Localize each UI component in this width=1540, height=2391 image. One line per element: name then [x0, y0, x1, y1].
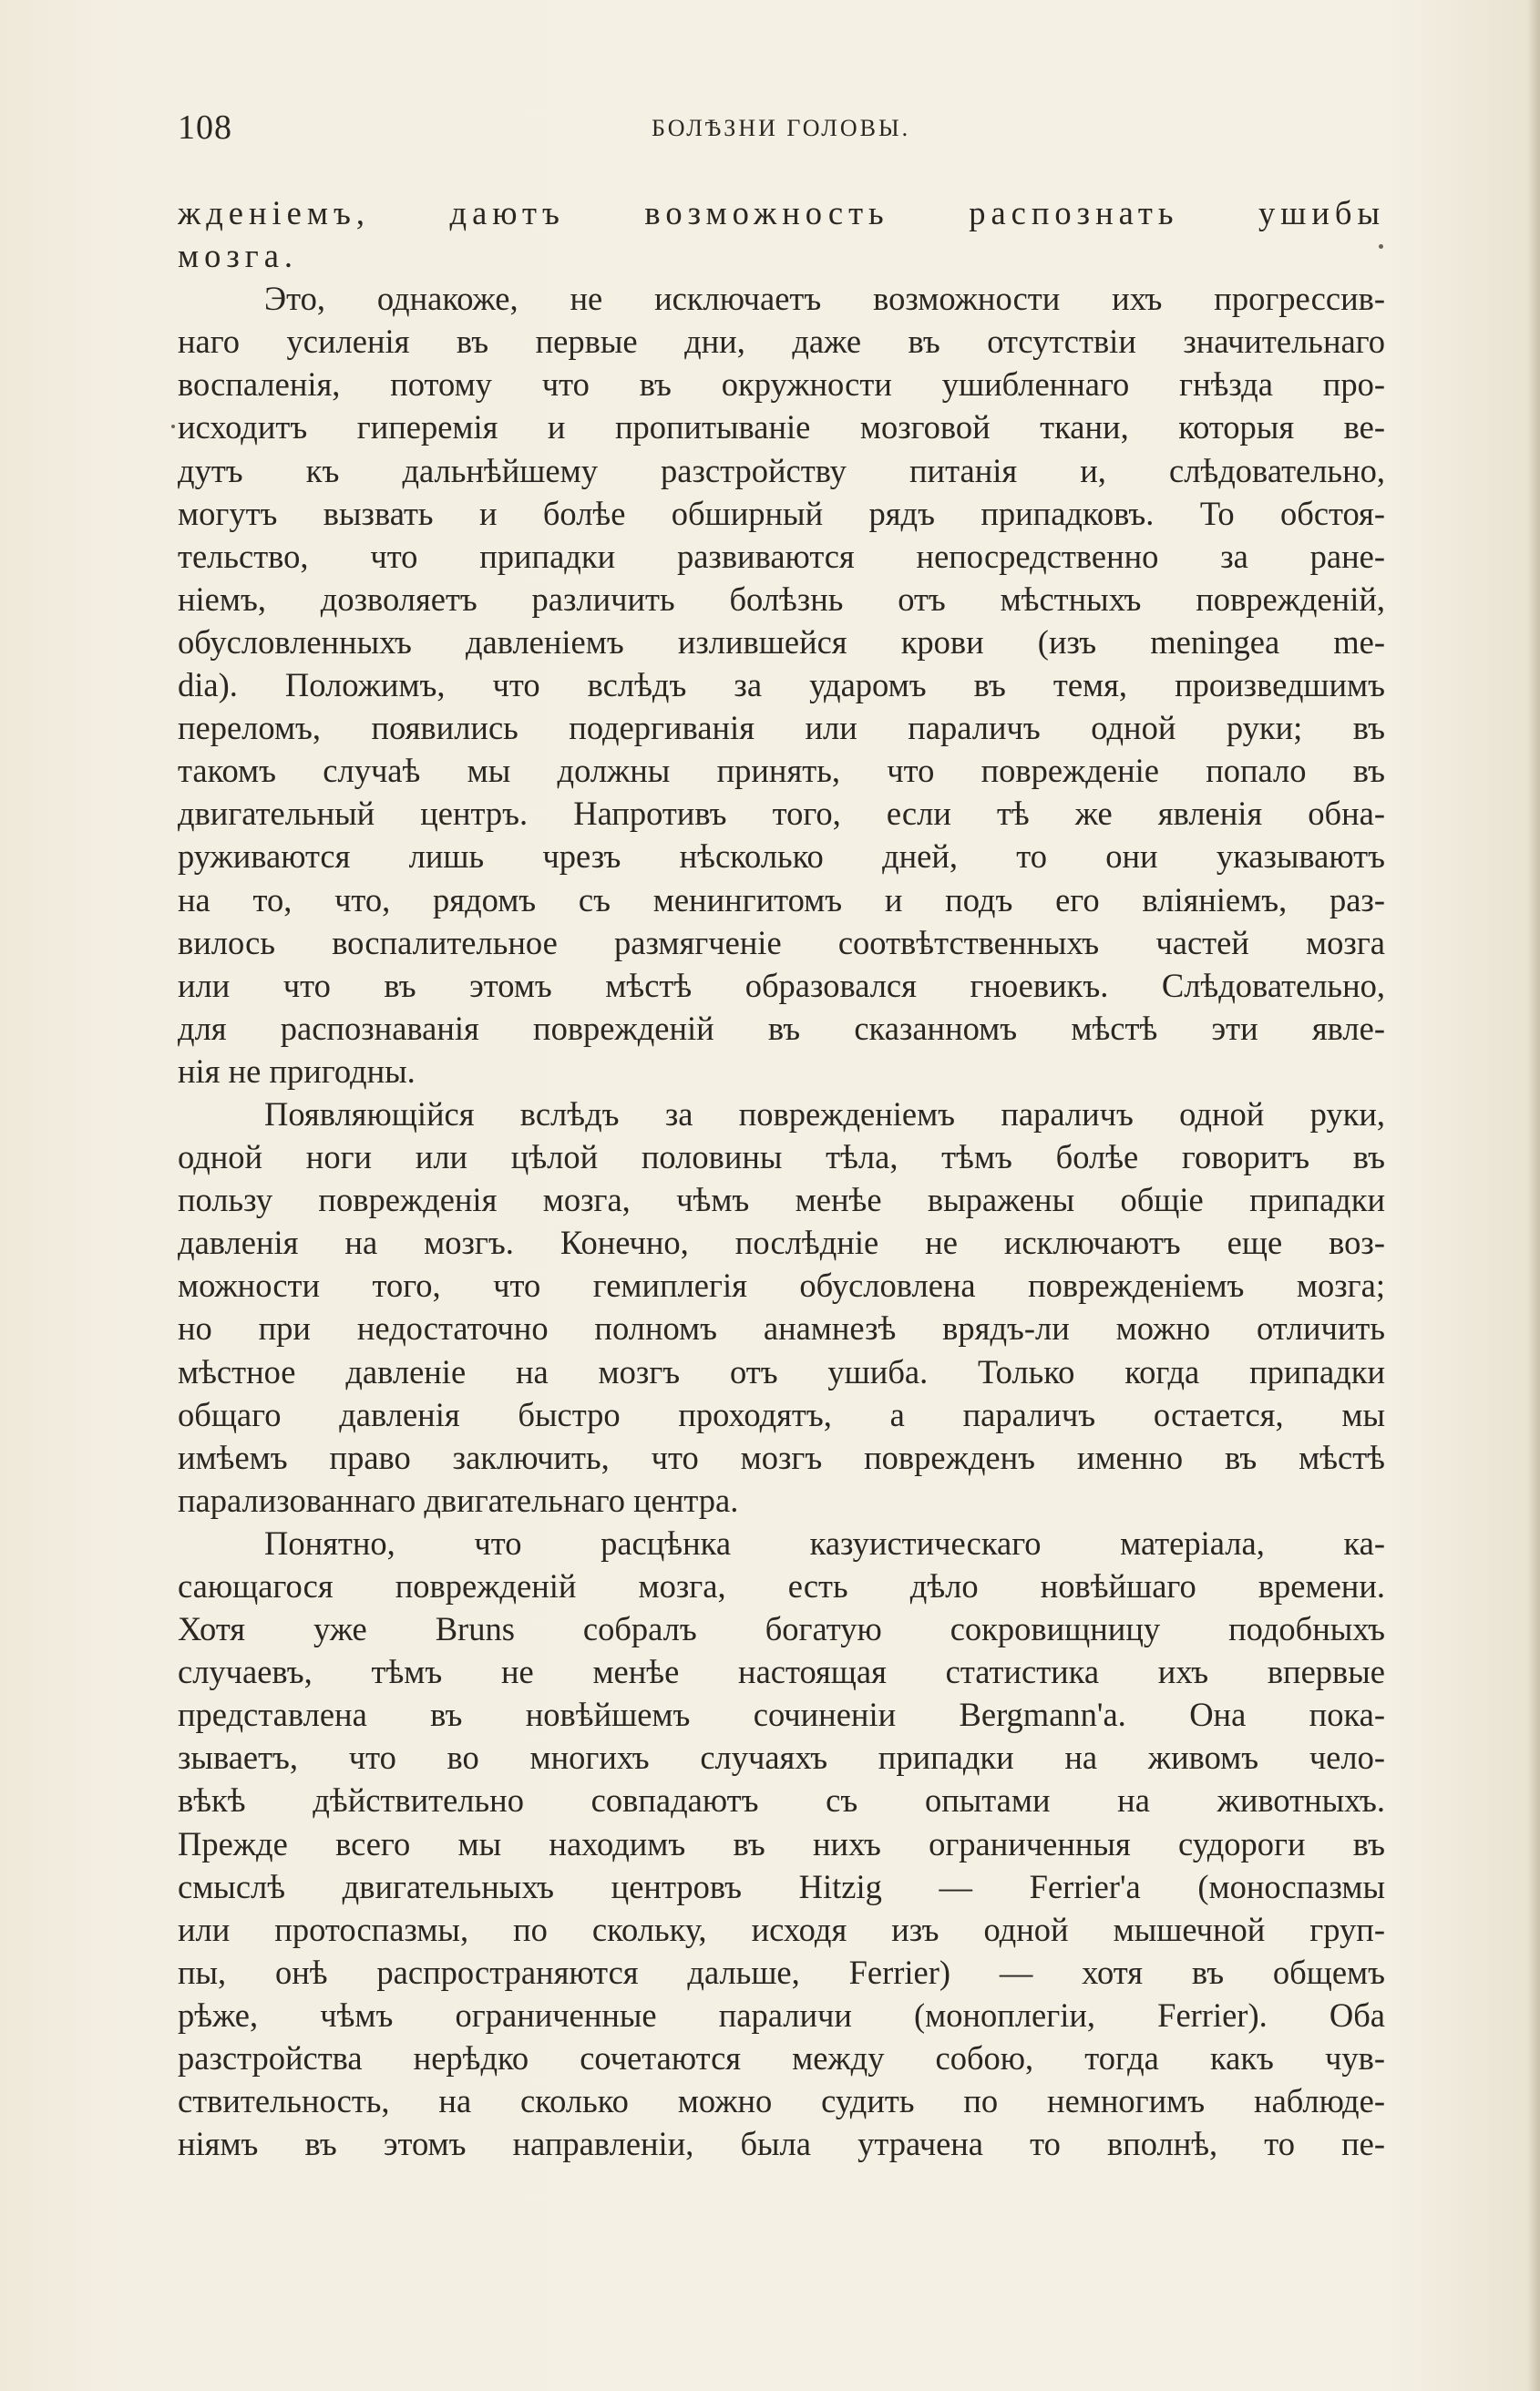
text-line: парализованнаго двигательнаго центра.	[178, 1481, 739, 1519]
text-line: но при недостаточно полномъ анамнезѣ врядъ-ли можно отличить	[178, 1309, 1385, 1348]
text-line: наго усиленія въ первые дни, даже въ отсутствіи значительнаго	[178, 323, 1385, 361]
text-line: вѣкѣ дѣйствительно совпадаютъ съ опытами на животныхъ.	[178, 1781, 1385, 1820]
text-line: пользу поврежденія мозга, чѣмъ менѣе выражены общіе припадки	[178, 1181, 1385, 1219]
text-line: дутъ къ дальнѣйшему разстройству питанія и, слѣдовательно,	[178, 451, 1385, 489]
text-line: рѣже, чѣмъ ограниченные параличи (моноплегіи, Ferrier). Оба	[178, 1996, 1385, 2034]
text-line: ніямъ въ этомъ направленіи, была утрачена то вполнѣ, то пе-	[178, 2125, 1385, 2163]
text-line: воспаленія, потому что въ окружности ушибленнаго гнѣзда про-	[178, 365, 1385, 404]
text-line: одной ноги или цѣлой половины тѣла, тѣмъ болѣе говоритъ въ	[178, 1138, 1385, 1176]
text-line: такомъ случаѣ мы должны принять, что поврежденіе попало въ	[178, 752, 1385, 790]
text-line: или что въ этомъ мѣстѣ образовался гноевикъ. Слѣдовательно,	[178, 966, 1385, 1004]
text-line: можности того, что гемиплегія обусловлена поврежденіемъ мозга;	[178, 1267, 1385, 1305]
text-line: нія не пригодны.	[178, 1052, 416, 1090]
text-line: двигательный центръ. Напротивъ того, если тѣ же явленія обна-	[178, 795, 1385, 833]
text-line: смыслѣ двигательныхъ центровъ Hitzig — Ferrier'a (моноспазмы	[178, 1867, 1385, 1905]
page-header	[178, 108, 1385, 153]
text-line: руживаются лишь чрезъ нѣсколько дней, то они указываютъ	[178, 837, 1385, 876]
print-speck	[171, 425, 175, 428]
text-line: могутъ вызвать и болѣе обширный рядъ припадковъ. То обстоя-	[178, 494, 1385, 532]
text-line: общаго давленія быстро проходятъ, а параличъ остается, мы	[178, 1395, 1385, 1433]
page-edge-shadow	[1527, 0, 1540, 2391]
text-line: переломъ, появились подергиванія или параличъ одной руки; въ	[178, 709, 1385, 747]
text-line: мозга.	[178, 237, 299, 275]
text-line: имѣемъ право заключить, что мозгъ поврежденъ именно въ мѣстѣ	[178, 1438, 1385, 1476]
text-line: ствительность, на сколько можно судить по немногимъ наблюде-	[178, 2082, 1385, 2120]
page-number: 108	[178, 108, 232, 147]
text-line: Прежде всего мы находимъ въ нихъ ограниченныя судороги въ	[178, 1824, 1385, 1863]
text-line: обусловленныхъ давленіемъ излившейся крови (изъ meningea me-	[178, 622, 1385, 661]
text-line: Это, однакоже, не исключаетъ возможности ихъ прогрессив-	[264, 280, 1385, 318]
body-text	[178, 191, 1385, 2165]
text-line: жденіемъ, даютъ возможность распознать ушибы	[178, 194, 1385, 231]
text-line: Хотя уже Bruns собралъ богатую сокровищницу подобныхъ	[178, 1610, 1385, 1648]
text-line: исходитъ гиперемія и пропитываніе мозговой ткани, которыя ве-	[178, 408, 1385, 446]
text-line: для распознаванія поврежденій въ сказанномъ мѣстѣ эти явле-	[178, 1009, 1385, 1047]
text-line: пы, онѣ распространяются дальше, Ferrier) — хотя въ общемъ	[178, 1953, 1385, 1991]
text-line: Появляющійся вслѣдъ за поврежденіемъ параличъ одной руки,	[264, 1094, 1385, 1133]
text-line: dia). Положимъ, что вслѣдъ за ударомъ въ темя, произведшимъ	[178, 666, 1385, 704]
text-line: Понятно, что расцѣнка казуистическаго матеріала, ка-	[264, 1524, 1385, 1562]
text-line: зываетъ, что во многихъ случаяхъ припадки на живомъ чело-	[178, 1739, 1385, 1777]
text-line: случаевъ, тѣмъ не менѣе настоящая статистика ихъ впервые	[178, 1653, 1385, 1691]
text-line: или протоспазмы, по скольку, исходя изъ одной мышечной груп-	[178, 1910, 1385, 1948]
text-line: ніемъ, дозволяетъ различить болѣзнь отъ мѣстныхъ поврежденій,	[178, 580, 1385, 618]
text-line: представлена въ новѣйшемъ сочиненіи Bergmann'a. Она пока-	[178, 1696, 1385, 1734]
text-line: тельство, что припадки развиваются непосредственно за ране-	[178, 537, 1385, 575]
print-speck	[1379, 244, 1383, 249]
text-line: сающагося поврежденій мозга, есть дѣло новѣйшаго времени.	[178, 1567, 1385, 1605]
running-head: БОЛѢЗНИ ГОЛОВЫ.	[652, 115, 911, 141]
text-line: на то, что, рядомъ съ менингитомъ и подъ его вліяніемъ, раз-	[178, 880, 1385, 918]
text-line: вилось воспалительное размягченіе соотвѣтственныхъ частей мозга	[178, 923, 1385, 961]
text-line: разстройства нерѣдко сочетаются между собою, тогда какъ чув-	[178, 2039, 1385, 2078]
text-line: давленія на мозгъ. Конечно, послѣдніе не исключаютъ еще воз-	[178, 1224, 1385, 1262]
text-line: мѣстное давленіе на мозгъ отъ ушиба. Только когда припадки	[178, 1352, 1385, 1390]
